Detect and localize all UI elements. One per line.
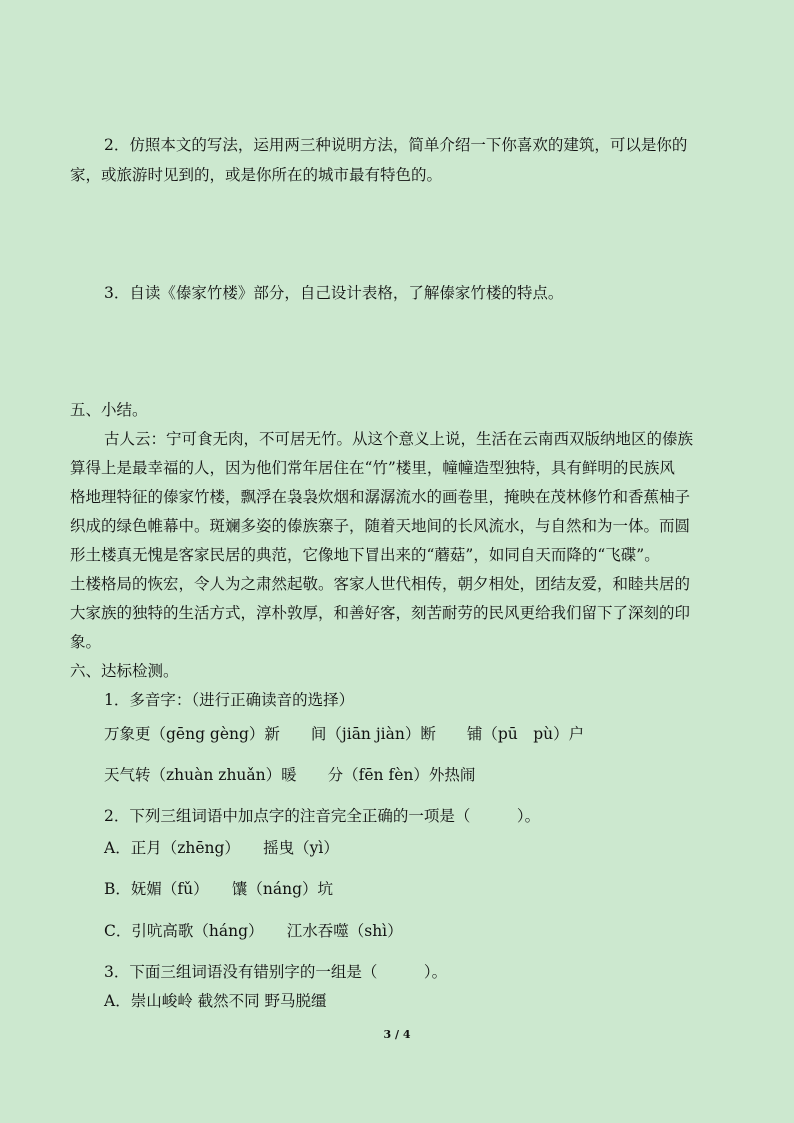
summary-heading: 五、小结。	[70, 401, 148, 419]
summary-paragraph-line: 象。	[70, 633, 102, 651]
question-2-line-2: 家，或旅游时见到的，或是你所在的城市最有特色的。	[70, 166, 443, 184]
test-q3-title: 3．下面三组词语没有错别字的一组是（ ）。	[104, 963, 448, 981]
test-q2-option-a: A．正月（zhēng） 摇曳（yì）	[104, 839, 339, 857]
test-q1-row-1: 万象更（gēng gèng）新 间（jiān jiàn）断 铺（pū pù）户	[104, 725, 585, 743]
question-3: 3．自读《傣家竹楼》部分，自己设计表格，了解傣家竹楼的特点。	[104, 284, 564, 302]
test-q2-title: 2．下列三组词语中加点字的注音完全正确的一项是（ ）。	[104, 807, 541, 825]
summary-paragraph-line: 格地理特征的傣家竹楼，飘浮在袅袅炊烟和潺潺流水的画卷里，掩映在茂林修竹和香蕉柚子	[70, 488, 691, 506]
test-q1-title: 1．多音字：（进行正确读音的选择）	[104, 691, 355, 709]
summary-paragraph-line: 古人云：宁可食无肉，不可居无竹。从这个意义上说，生活在云南西双版纳地区的傣族	[104, 430, 694, 448]
test-q1-row-2: 天气转（zhuàn zhuǎn）暖 分（fēn fèn）外热闹	[104, 766, 476, 784]
summary-paragraph-line: 土楼格局的恢宏，令人为之肃然起敬。客家人世代相传，朝夕相处，团结友爱，和睦共居的	[70, 575, 691, 593]
summary-paragraph-line: 形土楼真无愧是客家民居的典范，它像地下冒出来的“蘑菇”，如同自天而降的“飞碟”。	[70, 546, 660, 564]
summary-paragraph-line: 算得上是最幸福的人，因为他们常年居住在“竹”楼里，幢幢造型独特，具有鲜明的民族风	[70, 459, 675, 477]
page-number: 3 / 4	[383, 1028, 411, 1041]
summary-paragraph-line: 织成的绿色帷幕中。斑斓多姿的傣族寨子，随着天地间的长风流水，与自然和为一体。而圆	[70, 517, 691, 535]
summary-paragraph-line: 大家族的独特的生活方式，淳朴敦厚，和善好客，刻苦耐劳的民风更给我们留下了深刻的印	[70, 604, 691, 622]
test-q2-option-c: C．引吭高歌（háng） 江水吞噬（shì）	[104, 922, 403, 940]
question-2-line-1: 2．仿照本文的写法，运用两三种说明方法，简单介绍一下你喜欢的建筑，可以是你的	[104, 136, 688, 154]
test-q3-option-a: A．崇山峻岭 截然不同 野马脱缰	[104, 992, 327, 1010]
test-heading: 六、达标检测。	[70, 662, 179, 680]
test-q2-option-b: B．妩媚（fǔ） 馕（náng）坑	[104, 880, 333, 898]
